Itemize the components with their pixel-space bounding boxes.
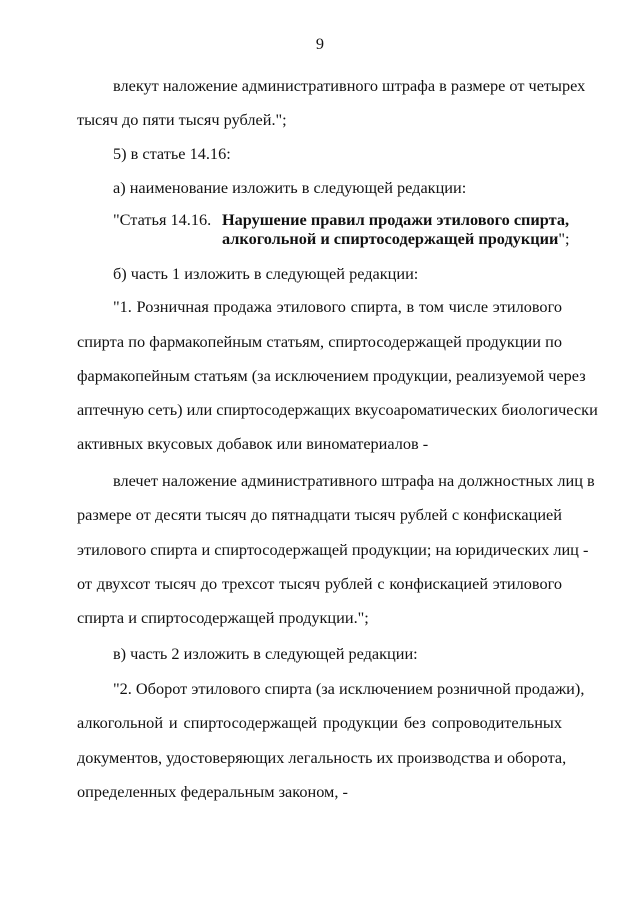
list-item-5: 5) в статье 14.16:	[113, 144, 231, 163]
paragraph-line: этилового спирта и спиртосодержащей продукции; на юридических лиц -	[77, 540, 589, 559]
list-item-b: б) часть 1 изложить в следующей редакции:	[113, 264, 419, 283]
paragraph-line: влечет наложение административного штрафа на должностных лиц в	[113, 471, 595, 490]
paragraph-line: алкогольной и спиртосодержащей продукции без сопроводительных	[77, 713, 562, 732]
paragraph-line: фармакопейным статьям (за исключением продукции, реализуемой через	[77, 366, 586, 385]
paragraph-line: спирта по фармакопейным статьям, спиртосодержащей продукции по	[77, 332, 562, 351]
article-title-line: Нарушение правил продажи этилового спирта,	[222, 210, 570, 229]
paragraph-line: определенных федеральным законом, -	[77, 782, 348, 801]
article-title-end: ";	[558, 229, 570, 248]
list-item-v: в) часть 2 изложить в следующей редакции:	[113, 644, 418, 663]
page-number: 9	[315, 34, 325, 53]
paragraph-line: аптечную сеть) или спиртосодержащих вкусоароматических биологически	[77, 400, 598, 419]
paragraph-line: спирта и спиртосодержащей продукции.";	[77, 608, 369, 627]
paragraph-line: активных вкусовых добавок или виноматериалов -	[77, 434, 429, 453]
paragraph-line: размере от десяти тысяч до пятнадцати тысяч рублей с конфискацией	[77, 505, 562, 524]
article-label: "Статья 14.16.	[113, 210, 212, 229]
paragraph-line: "1. Розничная продажа этилового спирта, в том числе этилового	[113, 297, 562, 316]
paragraph-line: от двухсот тысяч до трехсот тысяч рублей с конфискацией этилового	[77, 574, 562, 593]
article-title-line-2	[222, 229, 570, 249]
paragraph-line: документов, удостоверяющих легальность их производства и оборота,	[77, 748, 567, 767]
paragraph-line: "2. Оборот этилового спирта (за исключением розничной продажи),	[113, 679, 585, 698]
list-item-a: а) наименование изложить в следующей редакции:	[113, 178, 467, 197]
paragraph-line: влекут наложение административного штрафа в размере от четырех	[113, 76, 586, 95]
article-title-text: алкогольной и спиртосодержащей продукции	[222, 229, 559, 248]
paragraph-line: тысяч до пяти тысяч рублей.";	[77, 110, 287, 129]
